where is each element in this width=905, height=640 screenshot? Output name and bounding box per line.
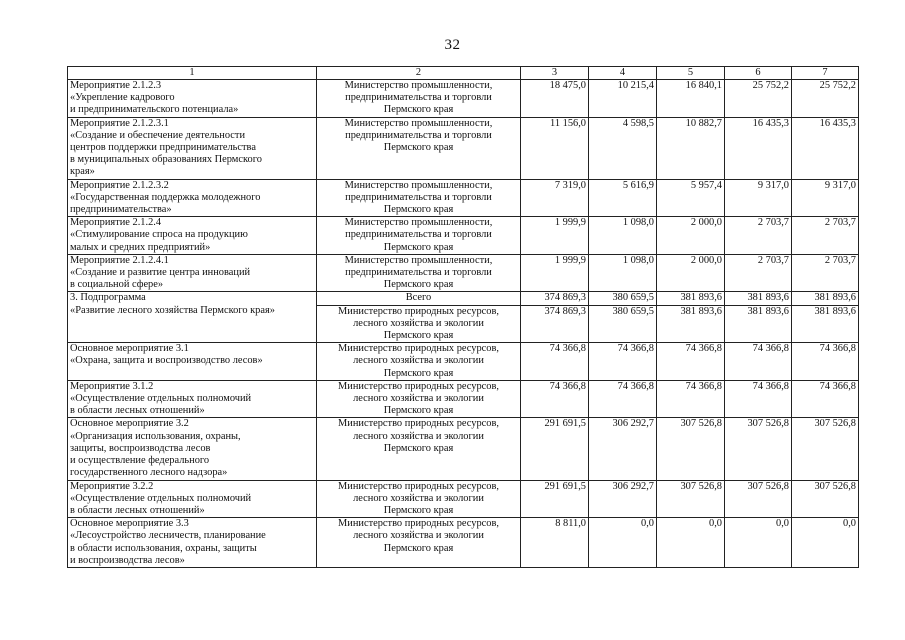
funding-value-cell: 380 659,5: [589, 305, 657, 343]
activity-name-cell: [68, 117, 317, 179]
cell-text-line: предпринимательства и торговли: [345, 267, 492, 279]
cell-text-line: в области лесных отношений»: [70, 504, 205, 516]
funding-value-cell: 2 703,7: [725, 217, 792, 255]
funding-value-cell: 74 366,8: [589, 343, 657, 381]
cell-text-line: Пермского края: [383, 142, 454, 154]
cell-text-line: в муниципальных образованиях Пермского: [70, 154, 262, 166]
funding-value-cell: 9 317,0: [792, 179, 859, 217]
funding-value-cell: 74 366,8: [725, 343, 792, 381]
column-number: 6: [725, 67, 792, 80]
activity-name-cell: [68, 518, 317, 568]
cell-text-line: в социальной сфере»: [70, 279, 164, 291]
cell-text-line: центров поддержки предпринимательства: [70, 142, 256, 154]
cell-text-line: Министерство природных ресурсов,: [338, 305, 499, 317]
cell-text-line: Министерство природных ресурсов,: [338, 343, 499, 355]
funding-value-cell: 307 526,8: [792, 480, 859, 518]
cell-text-line: Пермского края: [383, 104, 454, 116]
cell-text-line: Пермского края: [383, 504, 454, 516]
cell-text-line: Министерство промышленности,: [344, 80, 493, 91]
funding-value-cell: 16 840,1: [657, 80, 725, 118]
funding-value-cell: 374 869,3: [521, 305, 589, 343]
table-row: [68, 117, 859, 179]
executor-cell: [317, 117, 521, 179]
cell-text-line: и воспроизводства лесов»: [70, 554, 185, 566]
cell-text-line: «Осуществление отдельных полномочий: [70, 393, 252, 405]
activity-name-cell: [68, 343, 317, 381]
cell-text-line: Мероприятие 2.1.2.3.2: [70, 179, 169, 191]
cell-text-line: Министерство промышленности,: [344, 217, 493, 229]
funding-value-cell: 380 659,5: [589, 292, 657, 305]
cell-text-line: «Лесоустройство лесничеств, планирование: [70, 530, 266, 542]
cell-text-line: предпринимательства и торговли: [345, 191, 492, 203]
activity-name-cell: [68, 179, 317, 217]
executor-cell: [317, 380, 521, 418]
funding-value-cell: 10 882,7: [657, 117, 725, 179]
funding-value-cell: 381 893,6: [792, 305, 859, 343]
funding-value-cell: 307 526,8: [725, 480, 792, 518]
funding-value-cell: 74 366,8: [589, 380, 657, 418]
column-number: 2: [317, 67, 521, 80]
funding-value-cell: 2 703,7: [792, 217, 859, 255]
table-row: [68, 343, 859, 381]
cell-text-line: Мероприятие 2.1.2.3.1: [70, 117, 169, 129]
cell-text-line: Мероприятие 2.1.2.4.1: [70, 254, 169, 266]
cell-text-line: Основное мероприятие 3.2: [70, 418, 189, 430]
cell-text-line: в области использования, охраны, защиты: [70, 542, 257, 554]
executor-cell: [317, 179, 521, 217]
cell-text-line: Основное мероприятие 3.1: [70, 343, 189, 355]
funding-value-cell: 1 999,9: [521, 254, 589, 292]
cell-text-line: Пермского края: [383, 542, 454, 554]
cell-text-line: Пермского края: [383, 367, 454, 379]
cell-text-line: «Государственная поддержка молодежного: [70, 191, 261, 203]
funding-value-cell: 381 893,6: [657, 305, 725, 343]
column-number: 5: [657, 67, 725, 80]
cell-text-line: Мероприятие 3.2.2: [70, 480, 154, 492]
funding-value-cell: 2 000,0: [657, 254, 725, 292]
table-row: [68, 254, 859, 292]
cell-text-line: «Охрана, защита и воспроизводство лесов»: [70, 355, 263, 367]
executor-cell: [317, 305, 521, 343]
funding-value-cell: 291 691,5: [521, 418, 589, 480]
funding-value-cell: 1 098,0: [589, 254, 657, 292]
cell-text-line: лесного хозяйства и экологии: [353, 393, 484, 405]
cell-text-line: Пермского края: [383, 204, 454, 216]
cell-text-line: «Укрепление кадрового: [70, 92, 175, 104]
funding-value-cell: 307 526,8: [725, 418, 792, 480]
cell-text-line: в области лесных отношений»: [70, 405, 205, 417]
cell-text-line: 3. Подпрограмма: [70, 292, 146, 304]
table-row: [68, 179, 859, 217]
funding-value-cell: 2 000,0: [657, 217, 725, 255]
executor-cell: [317, 343, 521, 381]
cell-text-line: Пермского края: [383, 442, 454, 454]
funding-value-cell: 381 893,6: [725, 292, 792, 305]
cell-text-line: Министерство промышленности,: [344, 179, 493, 191]
funding-value-cell: 74 366,8: [521, 343, 589, 381]
cell-text-line: края»: [70, 166, 95, 178]
cell-text-line: лесного хозяйства и экологии: [353, 430, 484, 442]
table-row: [68, 80, 859, 118]
table-row: [68, 480, 859, 518]
executor-cell: Всего: [317, 292, 521, 305]
cell-text-line: защиты, воспроизводства лесов: [70, 442, 211, 454]
cell-text-line: «Организация использования, охраны,: [70, 430, 241, 442]
funding-value-cell: 0,0: [725, 518, 792, 568]
cell-text-line: предпринимательства и торговли: [345, 129, 492, 141]
executor-cell: [317, 80, 521, 118]
cell-text-line: «Осуществление отдельных полномочий: [70, 492, 252, 504]
funding-value-cell: 74 366,8: [657, 343, 725, 381]
funding-value-cell: 16 435,3: [792, 117, 859, 179]
column-number: 3: [521, 67, 589, 80]
cell-text-line: «Создание и развитие центра инноваций: [70, 267, 251, 279]
funding-value-cell: 0,0: [657, 518, 725, 568]
activity-name-cell: [68, 292, 317, 343]
funding-value-cell: 307 526,8: [792, 418, 859, 480]
cell-text-line: Пермского края: [383, 241, 454, 253]
funding-value-cell: 291 691,5: [521, 480, 589, 518]
funding-value-cell: 2 703,7: [725, 254, 792, 292]
table-row: [68, 518, 859, 568]
column-number: 1: [68, 67, 317, 80]
funding-value-cell: 381 893,6: [792, 292, 859, 305]
column-number: 7: [792, 67, 859, 80]
funding-value-cell: 74 366,8: [657, 380, 725, 418]
funding-value-cell: 306 292,7: [589, 418, 657, 480]
funding-value-cell: 74 366,8: [521, 380, 589, 418]
funding-value-cell: 7 319,0: [521, 179, 589, 217]
funding-value-cell: 74 366,8: [792, 343, 859, 381]
table-row: [68, 418, 859, 480]
cell-text-line: малых и средних предприятий»: [70, 241, 211, 253]
executor-cell: [317, 480, 521, 518]
table-row: [68, 380, 859, 418]
funding-value-cell: 11 156,0: [521, 117, 589, 179]
cell-text-line: Министерство промышленности,: [344, 117, 493, 129]
cell-text-line: предпринимательства»: [70, 204, 172, 216]
cell-text-line: Министерство природных ресурсов,: [338, 518, 499, 530]
cell-text-line: Пермского края: [383, 405, 454, 417]
cell-text-line: «Развитие лесного хозяйства Пермского края»: [70, 304, 275, 316]
funding-value-cell: 381 893,6: [657, 292, 725, 305]
funding-value-cell: 25 752,2: [725, 80, 792, 118]
funding-value-cell: 9 317,0: [725, 179, 792, 217]
funding-value-cell: 25 752,2: [792, 80, 859, 118]
funding-value-cell: 381 893,6: [725, 305, 792, 343]
cell-text-line: Пермского края: [383, 330, 454, 342]
funding-value-cell: 306 292,7: [589, 480, 657, 518]
cell-text-line: Мероприятие 2.1.2.3: [70, 80, 162, 91]
cell-text-line: «Стимулирование спроса на продукцию: [70, 229, 248, 241]
cell-text-line: предпринимательства и торговли: [345, 92, 492, 104]
table-row: [68, 292, 859, 305]
page-number: 32: [444, 37, 461, 53]
cell-text-line: Министерство природных ресурсов,: [338, 418, 499, 430]
activity-name-cell: [68, 254, 317, 292]
executor-cell: [317, 254, 521, 292]
funding-value-cell: 0,0: [792, 518, 859, 568]
funding-value-cell: 10 215,4: [589, 80, 657, 118]
cell-text-line: Пермского края: [383, 279, 454, 291]
cell-text-line: Министерство природных ресурсов,: [338, 480, 499, 492]
funding-value-cell: 4 598,5: [589, 117, 657, 179]
cell-text-line: Мероприятие 3.1.2: [70, 380, 154, 392]
funding-value-cell: 16 435,3: [725, 117, 792, 179]
activity-name-cell: [68, 80, 317, 118]
activity-name-cell: [68, 380, 317, 418]
activity-name-cell: [68, 217, 317, 255]
cell-text-line: предпринимательства и торговли: [345, 229, 492, 241]
funding-value-cell: 307 526,8: [657, 418, 725, 480]
budget-table: [67, 66, 859, 568]
cell-text-line: и предпринимательского потенциала»: [70, 104, 239, 116]
cell-text-line: «Создание и обеспечение деятельности: [70, 129, 246, 141]
funding-value-cell: 5 616,9: [589, 179, 657, 217]
executor-cell: [317, 418, 521, 480]
cell-text-line: лесного хозяйства и экологии: [353, 355, 484, 367]
cell-text-line: Министерство природных ресурсов,: [338, 380, 499, 392]
funding-value-cell: 74 366,8: [792, 380, 859, 418]
cell-text-line: лесного хозяйства и экологии: [353, 492, 484, 504]
column-number: 4: [589, 67, 657, 80]
funding-value-cell: 2 703,7: [792, 254, 859, 292]
cell-text-line: Основное мероприятие 3.3: [70, 518, 189, 530]
executor-cell: [317, 217, 521, 255]
activity-name-cell: [68, 418, 317, 480]
table-row: [68, 217, 859, 255]
funding-value-cell: 1 999,9: [521, 217, 589, 255]
cell-text-line: Министерство промышленности,: [344, 254, 493, 266]
column-number-row: [68, 67, 859, 80]
funding-value-cell: 18 475,0: [521, 80, 589, 118]
cell-text-line: лесного хозяйства и экологии: [353, 530, 484, 542]
funding-value-cell: 8 811,0: [521, 518, 589, 568]
executor-cell: [317, 518, 521, 568]
funding-value-cell: 74 366,8: [725, 380, 792, 418]
funding-value-cell: 307 526,8: [657, 480, 725, 518]
funding-value-cell: 1 098,0: [589, 217, 657, 255]
funding-value-cell: 374 869,3: [521, 292, 589, 305]
cell-text-line: государственного лесного надзора»: [70, 467, 228, 479]
funding-value-cell: 0,0: [589, 518, 657, 568]
cell-text-line: лесного хозяйства и экологии: [353, 317, 484, 329]
activity-name-cell: [68, 480, 317, 518]
cell-text-line: Мероприятие 2.1.2.4: [70, 217, 162, 229]
funding-value-cell: 5 957,4: [657, 179, 725, 217]
cell-text-line: и осуществление федерального: [70, 455, 210, 467]
